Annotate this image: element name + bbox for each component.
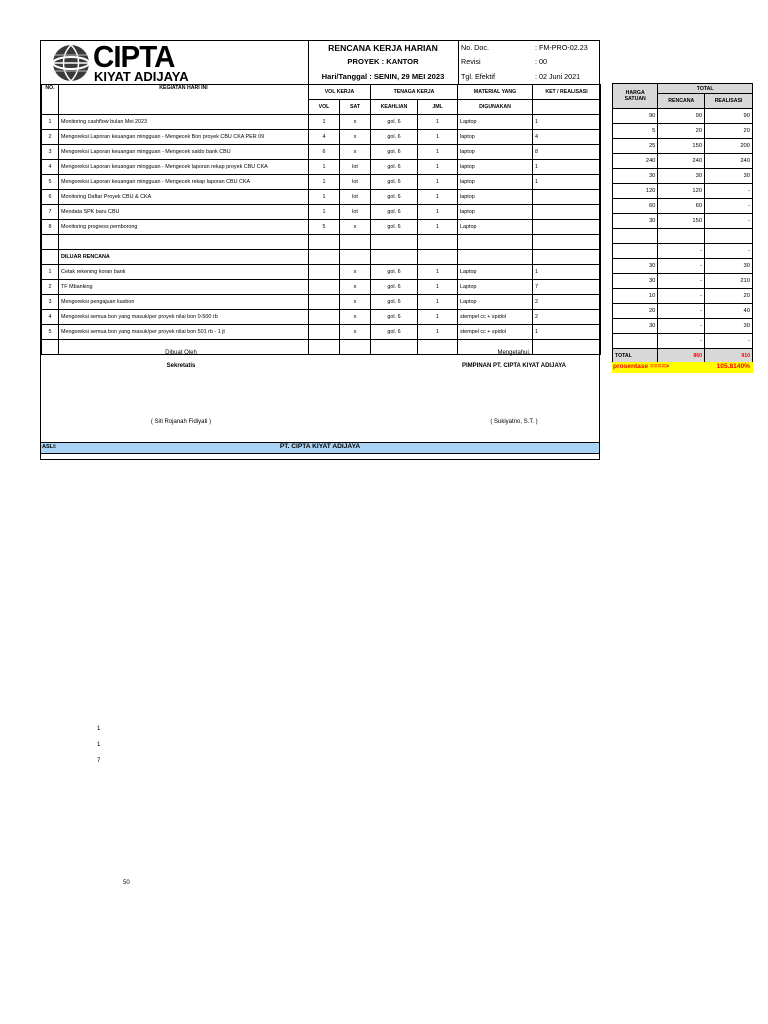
table-row: [613, 169, 753, 184]
row-rencana: -: [658, 244, 705, 259]
empty-cell: [309, 235, 340, 250]
row-activity: Mendata SPK baru CBU: [59, 205, 309, 220]
row-realisasi: 20: [705, 124, 753, 139]
footer-bar: [41, 442, 599, 454]
row-harga: [613, 244, 658, 259]
row-jml: 1: [418, 160, 458, 175]
row-ket: 1: [533, 115, 601, 130]
row-sat: x: [340, 145, 371, 160]
section-label: DILUAR RENCANA: [59, 250, 309, 265]
sheet-header: [41, 41, 599, 85]
row-realisasi: [705, 229, 753, 244]
known-by-name: ( Sukiyatno, S.T. ): [490, 419, 538, 425]
total-rencana: 860: [658, 349, 705, 364]
row-realisasi: 200: [705, 139, 753, 154]
row-vol: 1: [309, 115, 340, 130]
row-activity: Mengoreksi pengajuan kasbon: [59, 295, 309, 310]
row-material: stempel cc + spidol: [458, 325, 533, 340]
row-harga: 60: [613, 199, 658, 214]
row-ket: 4: [533, 130, 601, 145]
row-no: 1: [42, 265, 59, 280]
col-vol-kerja: VOL KERJA: [309, 85, 371, 100]
row-skill: gol. 6: [371, 295, 418, 310]
meta-revision: Revisi : 00: [461, 57, 547, 67]
row-no: 5: [42, 325, 59, 340]
row-rencana: -: [658, 289, 705, 304]
row-material: Laptop: [458, 220, 533, 235]
row-vol: [309, 295, 340, 310]
row-vol: 4: [309, 130, 340, 145]
row-ket: 1: [533, 175, 601, 190]
row-ket: 1: [533, 160, 601, 175]
row-ket: 2: [533, 295, 601, 310]
row-material: Laptop: [458, 265, 533, 280]
meta-doc-no: No. Doc. : FM-PRO-02.23: [461, 43, 588, 52]
document-title: RENCANA KERJA HARIAN: [328, 43, 438, 53]
row-realisasi: 40: [705, 304, 753, 319]
table-row: [613, 334, 753, 349]
work-plan-sheet: [40, 40, 600, 460]
row-jml: 1: [418, 280, 458, 295]
row-jml: 1: [418, 265, 458, 280]
row-skill: gol. 6: [371, 205, 418, 220]
date-line: Hari/Tanggal : SENIN, 29 MEI 2023: [321, 71, 445, 81]
row-rencana: 90: [658, 109, 705, 124]
col-realisasi: REALISASI: [705, 94, 753, 109]
price-summary-table: [612, 83, 753, 364]
row-realisasi: -: [705, 214, 753, 229]
signature-area: [41, 337, 599, 441]
row-skill: gol. 6: [371, 145, 418, 160]
col-harga-satuan: HARGA SATUAN: [613, 84, 658, 109]
row-material: stempel cc + spidol: [458, 310, 533, 325]
table-row: [42, 295, 601, 310]
row-rencana: 20: [658, 124, 705, 139]
percentage-label: prosentase ====>: [613, 363, 670, 370]
table-row: [613, 259, 753, 274]
made-by-role: Sekretatis: [166, 363, 196, 369]
row-material: laptop: [458, 205, 533, 220]
row-realisasi: 30: [705, 169, 753, 184]
row-vol: [309, 310, 340, 325]
row-sat: lot: [340, 175, 371, 190]
row-rencana: 150: [658, 139, 705, 154]
row-no: 5: [42, 175, 59, 190]
row-jml: 1: [418, 190, 458, 205]
project-name: PROYEK : KANTOR: [347, 57, 419, 67]
row-realisasi: 20: [705, 289, 753, 304]
activity-table: [41, 84, 601, 355]
row-skill: gol. 6: [371, 265, 418, 280]
row-no: 4: [42, 160, 59, 175]
meta-effective-date: Tgl. Efektif : 02 Juni 2021: [461, 71, 581, 81]
table-row: [613, 124, 753, 139]
row-vol: [309, 265, 340, 280]
table-row: [42, 310, 601, 325]
empty-cell: [340, 235, 371, 250]
row-sat: x: [340, 280, 371, 295]
col-material-1: MATERIAL YANG: [458, 85, 533, 100]
row-realisasi: -: [705, 334, 753, 349]
row-skill: gol. 6: [371, 160, 418, 175]
row-realisasi: 210: [705, 274, 753, 289]
row-rencana: 60: [658, 199, 705, 214]
table-row: [613, 109, 753, 124]
row-skill: gol. 6: [371, 115, 418, 130]
empty-cell: [340, 250, 371, 265]
row-realisasi: -: [705, 199, 753, 214]
row-no: 4: [42, 310, 59, 325]
row-ket: 8: [533, 145, 601, 160]
row-harga: 30: [613, 319, 658, 334]
total-realisasi: 910: [705, 349, 753, 364]
row-no: 7: [42, 205, 59, 220]
row-jml: 1: [418, 145, 458, 160]
empty-cell: [533, 235, 601, 250]
row-sat: lot: [340, 160, 371, 175]
table-row: [42, 175, 601, 190]
row-harga: 20: [613, 304, 658, 319]
row-realisasi: 30: [705, 259, 753, 274]
row-no: 3: [42, 145, 59, 160]
table-row: [613, 214, 753, 229]
row-rencana: 240: [658, 154, 705, 169]
table-row: [42, 190, 601, 205]
percentage-value: 105.8140%: [716, 363, 750, 370]
table-row: [613, 244, 753, 259]
percentage-bar: [612, 362, 753, 373]
empty-cell: [371, 235, 418, 250]
loose-number: 1: [97, 742, 101, 748]
row-activity: Cetak rekening koran bank: [59, 265, 309, 280]
table-row: [42, 220, 601, 235]
row-skill: gol. 6: [371, 310, 418, 325]
row-activity: Mengoreksi Laporan keuangan mingguan - Mengecek saldo bank CBU: [59, 145, 309, 160]
row-material: laptop: [458, 190, 533, 205]
row-sat: lot: [340, 205, 371, 220]
loose-number: 1: [97, 726, 101, 732]
row-sat: x: [340, 130, 371, 145]
row-jml: 1: [418, 295, 458, 310]
row-harga: 90: [613, 109, 658, 124]
row-no: 3: [42, 295, 59, 310]
row-skill: gol. 6: [371, 190, 418, 205]
table-row: [42, 250, 601, 265]
row-realisasi: 30: [705, 319, 753, 334]
table-row: [613, 274, 753, 289]
row-rencana: 150: [658, 214, 705, 229]
row-ket: [533, 190, 601, 205]
table-row: [613, 289, 753, 304]
row-jml: 1: [418, 325, 458, 340]
row-rencana: [658, 229, 705, 244]
row-jml: 1: [418, 115, 458, 130]
row-vol: 1: [309, 205, 340, 220]
col-ket: KET / REALISASI: [533, 85, 601, 100]
col-vol: VOL: [309, 100, 340, 115]
table-row: [613, 304, 753, 319]
row-skill: gol. 6: [371, 220, 418, 235]
loose-number: 50: [123, 880, 130, 886]
row-activity: Monitoring cashflow bulan Mei 2023: [59, 115, 309, 130]
row-material: Laptop: [458, 115, 533, 130]
col-material-2: DIGUNAKAN: [458, 100, 533, 115]
row-skill: gol. 6: [371, 130, 418, 145]
row-activity: Mengoreksi Laporan keuangan mingguan - Mengecek laporan rekap proyek CBU CKA: [59, 160, 309, 175]
col-tenaga-kerja: TENAGA KERJA: [371, 85, 458, 100]
row-harga: 120: [613, 184, 658, 199]
row-rencana: 30: [658, 169, 705, 184]
empty-cell: [42, 235, 59, 250]
empty-cell: [371, 250, 418, 265]
logo-text-bottom: KIYAT ADIJAYA: [94, 69, 189, 84]
row-activity: Mengoreksi semua bon yang masuk/per proyek nilai bon 501 rb - 1 jt: [59, 325, 309, 340]
row-rencana: -: [658, 259, 705, 274]
total-label: TOTAL: [613, 349, 658, 364]
empty-cell: [309, 250, 340, 265]
row-material: Laptop: [458, 295, 533, 310]
row-no: 1: [42, 115, 59, 130]
row-realisasi: 90: [705, 109, 753, 124]
row-material: laptop: [458, 145, 533, 160]
empty-cell: [458, 250, 533, 265]
row-no: 8: [42, 220, 59, 235]
row-sat: x: [340, 325, 371, 340]
row-rencana: -: [658, 334, 705, 349]
empty-cell: [533, 100, 601, 115]
table-row: [613, 319, 753, 334]
row-ket: 1: [533, 265, 601, 280]
empty-cell: [458, 235, 533, 250]
asli-label: ASLI:: [42, 444, 57, 450]
row-sat: x: [340, 265, 371, 280]
loose-number: 7: [97, 758, 101, 764]
table-row: [613, 184, 753, 199]
row-activity: Monitoring progress pemborong: [59, 220, 309, 235]
row-ket: 1: [533, 325, 601, 340]
row-harga: 30: [613, 214, 658, 229]
row-ket: [533, 205, 601, 220]
row-sat: x: [340, 220, 371, 235]
row-harga: 5: [613, 124, 658, 139]
row-realisasi: 240: [705, 154, 753, 169]
empty-cell: [42, 250, 59, 265]
row-harga: 10: [613, 289, 658, 304]
row-activity: Mengoreksi Laporan keuangan mingguan - Mengecek Bon proyek CBU CKA PER 09: [59, 130, 309, 145]
row-realisasi: -: [705, 184, 753, 199]
row-activity: Mengoreksi semua bon yang masuk/per proyek nilai bon 0-500 rb: [59, 310, 309, 325]
footer-company-name: PT. CIPTA KIYAT ADIJAYA: [279, 443, 361, 450]
table-row: [42, 160, 601, 175]
empty-cell: [418, 235, 458, 250]
table-row: [613, 199, 753, 214]
row-harga: 25: [613, 139, 658, 154]
row-material: laptop: [458, 175, 533, 190]
row-rencana: 120: [658, 184, 705, 199]
row-jml: 1: [418, 130, 458, 145]
table-row: [42, 130, 601, 145]
table-row: [42, 265, 601, 280]
table-row: [42, 235, 601, 250]
row-jml: 1: [418, 205, 458, 220]
row-rencana: -: [658, 319, 705, 334]
row-vol: 1: [309, 190, 340, 205]
row-rencana: -: [658, 274, 705, 289]
document-meta: [458, 41, 599, 84]
table-row: [613, 229, 753, 244]
row-harga: 30: [613, 169, 658, 184]
row-harga: 30: [613, 259, 658, 274]
known-by-role: PIMPINAN PT. CIPTA KIYAT ADIJAYA: [461, 363, 567, 369]
row-sat: x: [340, 295, 371, 310]
row-jml: 1: [418, 175, 458, 190]
row-vol: 5: [309, 220, 340, 235]
col-sat: SAT: [340, 100, 371, 115]
row-activity: Monitoring Daftar Proyek CBU & CKA: [59, 190, 309, 205]
row-sat: x: [340, 310, 371, 325]
row-sat: lot: [340, 190, 371, 205]
row-harga: 240: [613, 154, 658, 169]
row-realisasi: -: [705, 244, 753, 259]
row-vol: 1: [309, 160, 340, 175]
row-ket: [533, 220, 601, 235]
made-by-label: Dibuat Oleh: [165, 350, 197, 356]
row-no: 2: [42, 280, 59, 295]
table-row: [613, 154, 753, 169]
empty-cell: [59, 235, 309, 250]
col-no: NO.: [42, 85, 59, 115]
row-ket: 7: [533, 280, 601, 295]
row-material: laptop: [458, 160, 533, 175]
row-activity: TF Mbanking: [59, 280, 309, 295]
table-row: [42, 280, 601, 295]
made-by-name: ( Siti Rojanah Fidiyati ): [150, 419, 212, 425]
col-rencana: RENCANA: [658, 94, 705, 109]
logo-text-top: CIPTA: [93, 39, 175, 74]
row-material: laptop: [458, 130, 533, 145]
table-row: [613, 139, 753, 154]
table-row: [42, 205, 601, 220]
row-no: 6: [42, 190, 59, 205]
document-title-block: [308, 41, 459, 84]
col-total: TOTAL: [658, 84, 753, 94]
company-logo: [41, 41, 309, 84]
row-vol: [309, 280, 340, 295]
row-vol: 1: [309, 175, 340, 190]
row-skill: gol. 6: [371, 175, 418, 190]
empty-cell: [418, 250, 458, 265]
row-harga: [613, 334, 658, 349]
col-activity: KEGIATAN HARI INI: [59, 85, 309, 115]
row-activity: Mengoreksi Laporan keuangan mingguan - Mengecek rekap laporan CBU CKA: [59, 175, 309, 190]
row-material: Laptop: [458, 280, 533, 295]
row-jml: 1: [418, 310, 458, 325]
row-ket: 2: [533, 310, 601, 325]
row-rencana: -: [658, 304, 705, 319]
row-skill: gol. 6: [371, 280, 418, 295]
row-harga: 30: [613, 274, 658, 289]
col-keahlian: KEAHLIAN: [371, 100, 418, 115]
row-sat: x: [340, 115, 371, 130]
row-skill: gol. 6: [371, 325, 418, 340]
empty-cell: [533, 250, 601, 265]
row-harga: [613, 229, 658, 244]
col-jml: JML: [418, 100, 458, 115]
known-by-label: Mengetahui,: [497, 350, 531, 356]
row-jml: 1: [418, 220, 458, 235]
row-vol: 6: [309, 145, 340, 160]
row-no: 2: [42, 130, 59, 145]
table-row: [42, 115, 601, 130]
table-row: [42, 145, 601, 160]
